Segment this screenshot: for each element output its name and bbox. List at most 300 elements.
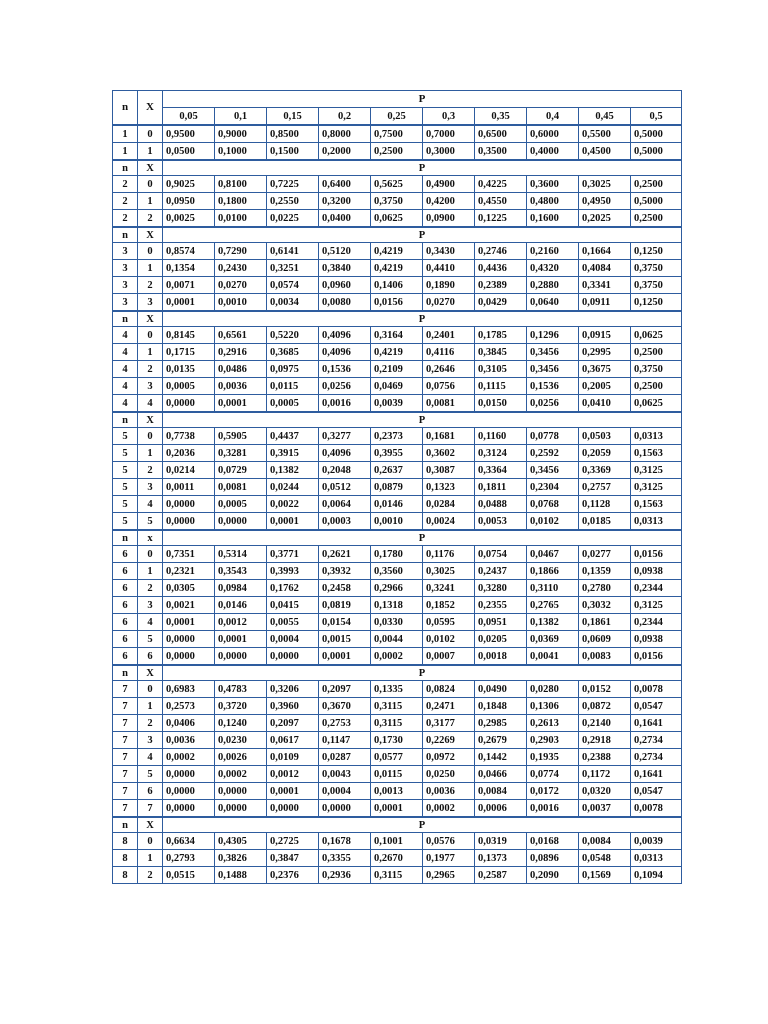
cell-probability: 0,0872 bbox=[579, 698, 631, 715]
table-row bbox=[113, 800, 682, 818]
cell-probability: 0,2097 bbox=[267, 715, 319, 732]
cell-probability: 0,1442 bbox=[475, 749, 527, 766]
cell-n: 5 bbox=[113, 428, 138, 445]
cell-probability: 0,3543 bbox=[215, 563, 267, 580]
cell-probability: 0,1001 bbox=[371, 833, 423, 850]
cell-probability: 0,5905 bbox=[215, 428, 267, 445]
cell-probability: 0,3750 bbox=[631, 260, 682, 277]
cell-probability: 0,4900 bbox=[423, 176, 475, 193]
cell-probability: 0,0469 bbox=[371, 378, 423, 395]
cell-probability: 0,0000 bbox=[267, 648, 319, 666]
cell-probability: 0,2025 bbox=[579, 210, 631, 228]
cell-probability: 0,4219 bbox=[371, 260, 423, 277]
block-header-n: n bbox=[113, 665, 138, 681]
cell-probability: 0,0512 bbox=[319, 479, 371, 496]
cell-n: 5 bbox=[113, 479, 138, 496]
cell-probability: 0,0000 bbox=[215, 800, 267, 818]
cell-probability: 0,0277 bbox=[579, 546, 631, 563]
cell-x: 0 bbox=[138, 176, 163, 193]
cell-probability: 0,1318 bbox=[371, 597, 423, 614]
cell-probability: 0,2573 bbox=[163, 698, 215, 715]
cell-probability: 0,0022 bbox=[267, 496, 319, 513]
cell-x: 0 bbox=[138, 428, 163, 445]
cell-probability: 0,0000 bbox=[267, 800, 319, 818]
cell-probability: 0,0154 bbox=[319, 614, 371, 631]
cell-probability: 0,2458 bbox=[319, 580, 371, 597]
cell-x: 2 bbox=[138, 867, 163, 884]
header-x: X bbox=[138, 91, 163, 126]
cell-probability: 0,2757 bbox=[579, 479, 631, 496]
table-body bbox=[113, 91, 682, 884]
cell-probability: 0,3993 bbox=[267, 563, 319, 580]
cell-probability: 0,2500 bbox=[631, 176, 682, 193]
cell-probability: 0,0002 bbox=[371, 648, 423, 666]
cell-probability: 0,1664 bbox=[579, 243, 631, 260]
cell-n: 7 bbox=[113, 732, 138, 749]
cell-n: 8 bbox=[113, 867, 138, 884]
cell-probability: 0,0080 bbox=[319, 294, 371, 312]
cell-n: 8 bbox=[113, 833, 138, 850]
cell-x: 1 bbox=[138, 563, 163, 580]
cell-probability: 0,7290 bbox=[215, 243, 267, 260]
table-row bbox=[113, 143, 682, 161]
table-row bbox=[113, 833, 682, 850]
cell-probability: 0,3750 bbox=[371, 193, 423, 210]
cell-probability: 0,0185 bbox=[579, 513, 631, 531]
cell-probability: 0,1866 bbox=[527, 563, 579, 580]
cell-probability: 0,0150 bbox=[475, 395, 527, 413]
cell-probability: 0,0000 bbox=[163, 496, 215, 513]
cell-probability: 0,1128 bbox=[579, 496, 631, 513]
cell-probability: 0,0002 bbox=[163, 749, 215, 766]
cell-probability: 0,1852 bbox=[423, 597, 475, 614]
cell-probability: 0,2059 bbox=[579, 445, 631, 462]
cell-probability: 0,0313 bbox=[631, 850, 682, 867]
cell-probability: 0,6141 bbox=[267, 243, 319, 260]
cell-probability: 0,0284 bbox=[423, 496, 475, 513]
cell-probability: 0,0010 bbox=[371, 513, 423, 531]
cell-probability: 0,0625 bbox=[631, 327, 682, 344]
block-header-p: P bbox=[163, 665, 682, 681]
cell-x: 2 bbox=[138, 715, 163, 732]
cell-probability: 0,4200 bbox=[423, 193, 475, 210]
cell-probability: 0,4410 bbox=[423, 260, 475, 277]
p-value-header: 0,35 bbox=[475, 108, 527, 126]
cell-probability: 0,2005 bbox=[579, 378, 631, 395]
table-row bbox=[113, 546, 682, 563]
cell-probability: 0,3845 bbox=[475, 344, 527, 361]
cell-probability: 0,0879 bbox=[371, 479, 423, 496]
cell-probability: 0,6400 bbox=[319, 176, 371, 193]
cell-probability: 0,0000 bbox=[215, 648, 267, 666]
table-row bbox=[113, 395, 682, 413]
cell-probability: 0,0577 bbox=[371, 749, 423, 766]
cell-probability: 0,3960 bbox=[267, 698, 319, 715]
cell-probability: 0,1172 bbox=[579, 766, 631, 783]
cell-n: 1 bbox=[113, 143, 138, 161]
block-header-n: n bbox=[113, 412, 138, 428]
table-row bbox=[113, 462, 682, 479]
cell-probability: 0,0146 bbox=[215, 597, 267, 614]
cell-probability: 0,2966 bbox=[371, 580, 423, 597]
cell-probability: 0,2401 bbox=[423, 327, 475, 344]
cell-probability: 0,0168 bbox=[527, 833, 579, 850]
cell-probability: 0,6634 bbox=[163, 833, 215, 850]
cell-x: 1 bbox=[138, 850, 163, 867]
cell-probability: 0,0330 bbox=[371, 614, 423, 631]
cell-probability: 0,8574 bbox=[163, 243, 215, 260]
p-value-header: 0,15 bbox=[267, 108, 319, 126]
block-header-n: n bbox=[113, 817, 138, 833]
cell-probability: 0,1536 bbox=[527, 378, 579, 395]
cell-probability: 0,5000 bbox=[631, 125, 682, 143]
table-row bbox=[113, 715, 682, 732]
cell-probability: 0,0064 bbox=[319, 496, 371, 513]
cell-n: 4 bbox=[113, 395, 138, 413]
cell-probability: 0,0754 bbox=[475, 546, 527, 563]
cell-n: 8 bbox=[113, 850, 138, 867]
cell-n: 7 bbox=[113, 800, 138, 818]
cell-probability: 0,3600 bbox=[527, 176, 579, 193]
cell-probability: 0,0100 bbox=[215, 210, 267, 228]
p-value-header: 0,45 bbox=[579, 108, 631, 126]
cell-probability: 0,1176 bbox=[423, 546, 475, 563]
cell-probability: 0,9500 bbox=[163, 125, 215, 143]
cell-probability: 0,0938 bbox=[631, 563, 682, 580]
cell-probability: 0,0000 bbox=[163, 783, 215, 800]
cell-probability: 0,1000 bbox=[215, 143, 267, 161]
cell-probability: 0,3847 bbox=[267, 850, 319, 867]
cell-probability: 0,2965 bbox=[423, 867, 475, 884]
cell-probability: 0,5000 bbox=[631, 193, 682, 210]
table-row bbox=[113, 428, 682, 445]
cell-probability: 0,7351 bbox=[163, 546, 215, 563]
cell-probability: 0,0406 bbox=[163, 715, 215, 732]
cell-probability: 0,8100 bbox=[215, 176, 267, 193]
cell-probability: 0,2753 bbox=[319, 715, 371, 732]
cell-probability: 0,1250 bbox=[631, 294, 682, 312]
cell-probability: 0,0256 bbox=[319, 378, 371, 395]
cell-probability: 0,2880 bbox=[527, 277, 579, 294]
cell-probability: 0,5220 bbox=[267, 327, 319, 344]
cell-probability: 0,0016 bbox=[527, 800, 579, 818]
cell-n: 4 bbox=[113, 344, 138, 361]
cell-probability: 0,2936 bbox=[319, 867, 371, 884]
cell-probability: 0,2725 bbox=[267, 833, 319, 850]
table-row bbox=[113, 496, 682, 513]
cell-probability: 0,2613 bbox=[527, 715, 579, 732]
cell-probability: 0,2376 bbox=[267, 867, 319, 884]
cell-probability: 0,4219 bbox=[371, 243, 423, 260]
cell-probability: 0,0016 bbox=[319, 395, 371, 413]
cell-probability: 0,0000 bbox=[163, 631, 215, 648]
cell-x: 2 bbox=[138, 580, 163, 597]
cell-probability: 0,1406 bbox=[371, 277, 423, 294]
cell-probability: 0,0005 bbox=[215, 496, 267, 513]
cell-probability: 0,0025 bbox=[163, 210, 215, 228]
cell-probability: 0,0021 bbox=[163, 597, 215, 614]
cell-probability: 0,0400 bbox=[319, 210, 371, 228]
table-row bbox=[113, 732, 682, 749]
cell-probability: 0,3675 bbox=[579, 361, 631, 378]
block-header-p: P bbox=[163, 412, 682, 428]
table-row bbox=[113, 580, 682, 597]
p-value-header: 0,1 bbox=[215, 108, 267, 126]
block-header-row bbox=[113, 160, 682, 176]
cell-probability: 0,5120 bbox=[319, 243, 371, 260]
table-row bbox=[113, 597, 682, 614]
cell-probability: 0,2373 bbox=[371, 428, 423, 445]
cell-probability: 0,1306 bbox=[527, 698, 579, 715]
cell-probability: 0,2500 bbox=[371, 143, 423, 161]
cell-x: 0 bbox=[138, 833, 163, 850]
table-row bbox=[113, 681, 682, 698]
cell-probability: 0,1730 bbox=[371, 732, 423, 749]
cell-probability: 0,4800 bbox=[527, 193, 579, 210]
cell-probability: 0,0900 bbox=[423, 210, 475, 228]
cell-probability: 0,1225 bbox=[475, 210, 527, 228]
cell-probability: 0,3115 bbox=[371, 867, 423, 884]
cell-probability: 0,3456 bbox=[527, 361, 579, 378]
cell-probability: 0,3771 bbox=[267, 546, 319, 563]
cell-x: 0 bbox=[138, 327, 163, 344]
cell-probability: 0,3955 bbox=[371, 445, 423, 462]
cell-probability: 0,1563 bbox=[631, 445, 682, 462]
cell-probability: 0,0000 bbox=[215, 513, 267, 531]
cell-probability: 0,0951 bbox=[475, 614, 527, 631]
cell-probability: 0,0084 bbox=[475, 783, 527, 800]
cell-probability: 0,3125 bbox=[631, 479, 682, 496]
cell-probability: 0,0026 bbox=[215, 749, 267, 766]
cell-x: 1 bbox=[138, 193, 163, 210]
cell-n: 2 bbox=[113, 210, 138, 228]
cell-probability: 0,0574 bbox=[267, 277, 319, 294]
cell-probability: 0,0000 bbox=[163, 395, 215, 413]
cell-n: 5 bbox=[113, 496, 138, 513]
cell-probability: 0,1780 bbox=[371, 546, 423, 563]
table-row bbox=[113, 210, 682, 228]
cell-probability: 0,0156 bbox=[631, 546, 682, 563]
cell-probability: 0,3364 bbox=[475, 462, 527, 479]
cell-probability: 0,0115 bbox=[371, 766, 423, 783]
cell-probability: 0,0024 bbox=[423, 513, 475, 531]
cell-probability: 0,2918 bbox=[579, 732, 631, 749]
cell-probability: 0,2916 bbox=[215, 344, 267, 361]
cell-x: 1 bbox=[138, 344, 163, 361]
cell-n: 6 bbox=[113, 580, 138, 597]
cell-probability: 0,1715 bbox=[163, 344, 215, 361]
table-row bbox=[113, 445, 682, 462]
cell-probability: 0,3277 bbox=[319, 428, 371, 445]
cell-probability: 0,0000 bbox=[163, 513, 215, 531]
table-row bbox=[113, 749, 682, 766]
cell-probability: 0,0001 bbox=[371, 800, 423, 818]
cell-probability: 0,0244 bbox=[267, 479, 319, 496]
block-header-n: n bbox=[113, 311, 138, 327]
cell-probability: 0,2388 bbox=[579, 749, 631, 766]
cell-probability: 0,2109 bbox=[371, 361, 423, 378]
cell-x: 0 bbox=[138, 243, 163, 260]
p-value-header: 0,2 bbox=[319, 108, 371, 126]
cell-probability: 0,9000 bbox=[215, 125, 267, 143]
cell-probability: 0,3087 bbox=[423, 462, 475, 479]
cell-n: 3 bbox=[113, 260, 138, 277]
cell-probability: 0,2903 bbox=[527, 732, 579, 749]
cell-probability: 0,2048 bbox=[319, 462, 371, 479]
cell-n: 7 bbox=[113, 715, 138, 732]
cell-probability: 0,0824 bbox=[423, 681, 475, 698]
table-row bbox=[113, 867, 682, 884]
cell-probability: 0,1935 bbox=[527, 749, 579, 766]
cell-probability: 0,0960 bbox=[319, 277, 371, 294]
header-row-p-values bbox=[113, 108, 682, 126]
cell-probability: 0,0313 bbox=[631, 428, 682, 445]
cell-probability: 0,4500 bbox=[579, 143, 631, 161]
cell-x: 3 bbox=[138, 732, 163, 749]
cell-probability: 0,0135 bbox=[163, 361, 215, 378]
cell-probability: 0,3560 bbox=[371, 563, 423, 580]
cell-probability: 0,1359 bbox=[579, 563, 631, 580]
cell-probability: 0,0486 bbox=[215, 361, 267, 378]
cell-probability: 0,6500 bbox=[475, 125, 527, 143]
cell-probability: 0,2637 bbox=[371, 462, 423, 479]
cell-probability: 0,0034 bbox=[267, 294, 319, 312]
cell-probability: 0,1296 bbox=[527, 327, 579, 344]
cell-n: 6 bbox=[113, 648, 138, 666]
cell-probability: 0,0001 bbox=[163, 614, 215, 631]
cell-probability: 0,3932 bbox=[319, 563, 371, 580]
cell-probability: 0,0576 bbox=[423, 833, 475, 850]
cell-probability: 0,2389 bbox=[475, 277, 527, 294]
cell-probability: 0,1240 bbox=[215, 715, 267, 732]
cell-probability: 0,0410 bbox=[579, 395, 631, 413]
cell-probability: 0,2304 bbox=[527, 479, 579, 496]
cell-probability: 0,2734 bbox=[631, 732, 682, 749]
table-row bbox=[113, 294, 682, 312]
cell-n: 5 bbox=[113, 513, 138, 531]
cell-probability: 0,7500 bbox=[371, 125, 423, 143]
block-header-p: P bbox=[163, 311, 682, 327]
cell-probability: 0,0415 bbox=[267, 597, 319, 614]
block-header-x: X bbox=[138, 311, 163, 327]
cell-probability: 0,6561 bbox=[215, 327, 267, 344]
block-header-p: P bbox=[163, 227, 682, 243]
cell-probability: 0,2471 bbox=[423, 698, 475, 715]
cell-probability: 0,0039 bbox=[371, 395, 423, 413]
table-row bbox=[113, 344, 682, 361]
cell-n: 5 bbox=[113, 462, 138, 479]
p-value-header: 0,3 bbox=[423, 108, 475, 126]
cell-probability: 0,3720 bbox=[215, 698, 267, 715]
cell-probability: 0,0768 bbox=[527, 496, 579, 513]
cell-probability: 0,0078 bbox=[631, 681, 682, 698]
cell-probability: 0,0041 bbox=[527, 648, 579, 666]
cell-n: 1 bbox=[113, 125, 138, 143]
cell-probability: 0,0617 bbox=[267, 732, 319, 749]
cell-x: 3 bbox=[138, 294, 163, 312]
cell-probability: 0,1323 bbox=[423, 479, 475, 496]
header-p: P bbox=[163, 91, 682, 108]
cell-x: 1 bbox=[138, 698, 163, 715]
cell-probability: 0,3105 bbox=[475, 361, 527, 378]
cell-probability: 0,5625 bbox=[371, 176, 423, 193]
cell-probability: 0,2437 bbox=[475, 563, 527, 580]
cell-probability: 0,0729 bbox=[215, 462, 267, 479]
cell-probability: 0,0000 bbox=[163, 648, 215, 666]
cell-n: 7 bbox=[113, 749, 138, 766]
cell-probability: 0,3164 bbox=[371, 327, 423, 344]
cell-probability: 0,2793 bbox=[163, 850, 215, 867]
cell-probability: 0,3177 bbox=[423, 715, 475, 732]
cell-probability: 0,0084 bbox=[579, 833, 631, 850]
cell-probability: 0,3840 bbox=[319, 260, 371, 277]
cell-x: 7 bbox=[138, 800, 163, 818]
cell-probability: 0,3826 bbox=[215, 850, 267, 867]
cell-probability: 0,0036 bbox=[163, 732, 215, 749]
cell-probability: 0,0896 bbox=[527, 850, 579, 867]
cell-probability: 0,3000 bbox=[423, 143, 475, 161]
cell-probability: 0,5500 bbox=[579, 125, 631, 143]
cell-n: 6 bbox=[113, 546, 138, 563]
cell-probability: 0,6000 bbox=[527, 125, 579, 143]
cell-probability: 0,1160 bbox=[475, 428, 527, 445]
table-row bbox=[113, 766, 682, 783]
cell-probability: 0,3032 bbox=[579, 597, 631, 614]
block-header-row bbox=[113, 665, 682, 681]
cell-probability: 0,0938 bbox=[631, 631, 682, 648]
cell-n: 6 bbox=[113, 631, 138, 648]
table-row bbox=[113, 479, 682, 496]
cell-probability: 0,8500 bbox=[267, 125, 319, 143]
cell-probability: 0,0466 bbox=[475, 766, 527, 783]
cell-probability: 0,0950 bbox=[163, 193, 215, 210]
cell-probability: 0,4437 bbox=[267, 428, 319, 445]
table-row bbox=[113, 361, 682, 378]
cell-x: 1 bbox=[138, 143, 163, 161]
cell-probability: 0,2746 bbox=[475, 243, 527, 260]
p-value-header: 0,5 bbox=[631, 108, 682, 126]
cell-probability: 0,0230 bbox=[215, 732, 267, 749]
cell-probability: 0,0000 bbox=[215, 783, 267, 800]
cell-x: 4 bbox=[138, 614, 163, 631]
cell-probability: 0,0109 bbox=[267, 749, 319, 766]
cell-probability: 0,7225 bbox=[267, 176, 319, 193]
cell-probability: 0,0055 bbox=[267, 614, 319, 631]
cell-probability: 0,0012 bbox=[215, 614, 267, 631]
cell-probability: 0,0256 bbox=[527, 395, 579, 413]
cell-probability: 0,0002 bbox=[423, 800, 475, 818]
cell-x: 2 bbox=[138, 361, 163, 378]
cell-probability: 0,0036 bbox=[423, 783, 475, 800]
cell-probability: 0,0984 bbox=[215, 580, 267, 597]
cell-probability: 0,0625 bbox=[371, 210, 423, 228]
cell-probability: 0,0044 bbox=[371, 631, 423, 648]
cell-x: 3 bbox=[138, 479, 163, 496]
block-header-x: X bbox=[138, 160, 163, 176]
cell-probability: 0,2995 bbox=[579, 344, 631, 361]
cell-x: 6 bbox=[138, 783, 163, 800]
cell-n: 6 bbox=[113, 614, 138, 631]
cell-probability: 0,0018 bbox=[475, 648, 527, 666]
cell-probability: 0,6983 bbox=[163, 681, 215, 698]
header-n: n bbox=[113, 91, 138, 126]
cell-probability: 0,3115 bbox=[371, 715, 423, 732]
cell-probability: 0,3206 bbox=[267, 681, 319, 698]
table-row bbox=[113, 378, 682, 395]
cell-probability: 0,0250 bbox=[423, 766, 475, 783]
cell-probability: 0,0078 bbox=[631, 800, 682, 818]
cell-n: 3 bbox=[113, 277, 138, 294]
